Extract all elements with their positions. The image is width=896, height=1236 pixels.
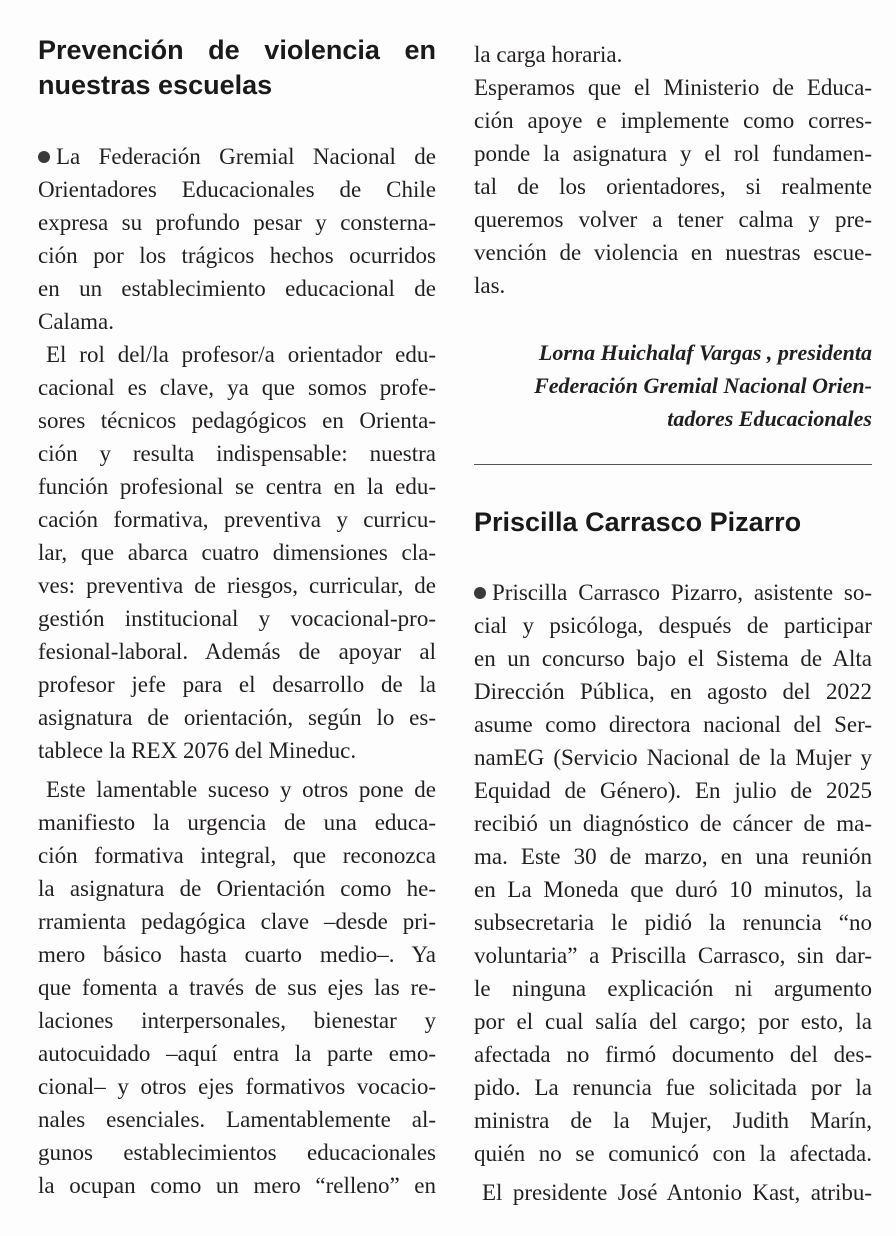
letter-body-line: rramienta pedagógica clave –desde pri- (38, 909, 436, 934)
letter-body-line: vención de violencia en nuestras escue- (474, 240, 872, 265)
letter-body-line: namEG (Servicio Nacional de la Mujer y (474, 745, 872, 770)
letter-body-line: Calama. (38, 309, 114, 334)
letter-body-line: cacional es clave, ya que somos profe- (38, 375, 436, 400)
letter-body-line: cación formativa, preventiva y curricu- (38, 507, 436, 532)
letter-body-line: sores técnicos pedagógicos en Orienta- (38, 408, 436, 433)
letter-body-line: cial y psicóloga, después de participar (474, 613, 872, 638)
letter-body-line: subsecretaria le pidió la renuncia “no (474, 910, 872, 935)
letter-body-line: profesor jefe para el desarrollo de la (38, 672, 436, 697)
letter-body-line: Este lamentable suceso y otros pone de (46, 777, 436, 802)
letter-body-line: ministra de la Mujer, Judith Marín, (474, 1108, 872, 1133)
letter-body-line: Dirección Pública, en agosto del 2022 (474, 679, 872, 704)
letter-body-line: manifiesto la urgencia de una educa- (38, 810, 436, 835)
letter-body-line: ves: preventiva de riesgos, curricular, de (38, 573, 436, 598)
letter-body-line: Esperamos que el Ministerio de Educa- (474, 75, 872, 100)
letter-body-line: queremos volver a tener calma y pre- (474, 207, 872, 232)
letter-body-line: gunos establecimientos educacionales (38, 1140, 436, 1165)
letter-body-line: voluntaria” a Priscilla Carrasco, sin dar- (474, 943, 872, 968)
letter-body-line: ción y resulta indispensable: nuestra (38, 441, 436, 466)
letter-body-line: gestión institucional y vocacional-pro- (38, 606, 436, 631)
letter-body-line: expresa su profundo pesar y consterna- (38, 210, 436, 235)
letter-body-line: que fomenta a través de sus ejes las re- (38, 975, 436, 1000)
letter-body-line: Equidad de Género). En julio de 2025 (474, 778, 872, 803)
letter-body-line: ma. Este 30 de marzo, en una reunión (474, 844, 872, 869)
letter-body-line: le ninguna explicación ni argumento (474, 976, 872, 1001)
letter-body-line: por el cual salía del cargo; por esto, la (474, 1009, 872, 1034)
letter-body-line: la carga horaria. (474, 42, 623, 67)
letter-body-line: El presidente José Antonio Kast, atribu- (482, 1180, 872, 1205)
letter-body-line: cional– y otros ejes formativos vocacio- (38, 1074, 436, 1099)
letter-body-line: en La Moneda que duró 10 minutos, la (474, 877, 872, 902)
letter-body-line: tablece la REX 2076 del Mineduc. (38, 738, 357, 763)
letter-body-line: tal de los orientadores, si realmente (474, 174, 872, 199)
letter-body-line: ponde la asignatura y el rol fundamen- (474, 141, 872, 166)
letter-body-line: función profesional se centra en la edu- (38, 474, 436, 499)
bullet-icon (38, 151, 50, 163)
letter-headline-line-1: Prevención de violencia en (38, 35, 436, 65)
letter-signature-line: Federación Gremial Nacional Orien- (534, 373, 872, 398)
letter-body-line: la ocupan como un mero “relleno” en (38, 1173, 436, 1198)
letter-body-line: lar, que abarca cuatro dimensiones cla- (38, 540, 436, 565)
letter-body-line: ción apoye e implemente como corres- (474, 108, 872, 133)
letter-signature-line: Lorna Huichalaf Vargas , presidenta (538, 340, 872, 365)
letter-body-line: nales esenciales. Lamentablemente al- (38, 1107, 436, 1132)
letter-body-line: recibió un diagnóstico de cáncer de ma- (474, 811, 872, 836)
letter-body-line: ción formativa integral, que reconozca (38, 843, 436, 868)
letter-body-line: mero básico hasta cuarto medio–. Ya (38, 942, 436, 967)
section-divider (474, 464, 872, 465)
letter-body-line: fesional-laboral. Además de apoyar al (38, 639, 436, 664)
letter-body-line: pido. La renuncia fue solicitada por la (474, 1075, 872, 1100)
letter-body-line: autocuidado –aquí entra la parte emo- (38, 1041, 436, 1066)
letter-headline: Priscilla Carrasco Pizarro (474, 507, 802, 537)
letter-body-line: en un concurso bajo el Sistema de Alta (474, 646, 872, 671)
letter-body-line: en un establecimiento educacional de (38, 276, 436, 301)
letter-body-line: asignatura de orientación, según lo es- (38, 705, 436, 730)
letter-headline-line-2: nuestras escuelas (38, 70, 273, 100)
letter-body-line: Priscilla Carrasco Pizarro, asistente so- (474, 576, 872, 609)
letter-body-line: ción por los trágicos hechos ocurridos (38, 243, 436, 268)
letter-body-line: La Federación Gremial Nacional de (38, 140, 436, 173)
bullet-icon (474, 587, 486, 599)
letter-body-line: laciones interpersonales, bienestar y (38, 1008, 436, 1033)
letter-signature-line: tadores Educacionales (667, 406, 872, 431)
letter-body-line: Orientadores Educacionales de Chile (38, 177, 436, 202)
letter-body-line: las. (474, 273, 506, 298)
letter-body-line: El rol del/la profesor/a orientador edu- (46, 342, 436, 367)
letter-body-line: asume como directora nacional del Ser- (474, 712, 872, 737)
letter-body-line: afectada no firmó documento del des- (474, 1042, 872, 1067)
letter-body-line: la asignatura de Orientación como he- (38, 876, 436, 901)
letter-body-line: quién no se comunicó con la afectada. (474, 1141, 872, 1166)
